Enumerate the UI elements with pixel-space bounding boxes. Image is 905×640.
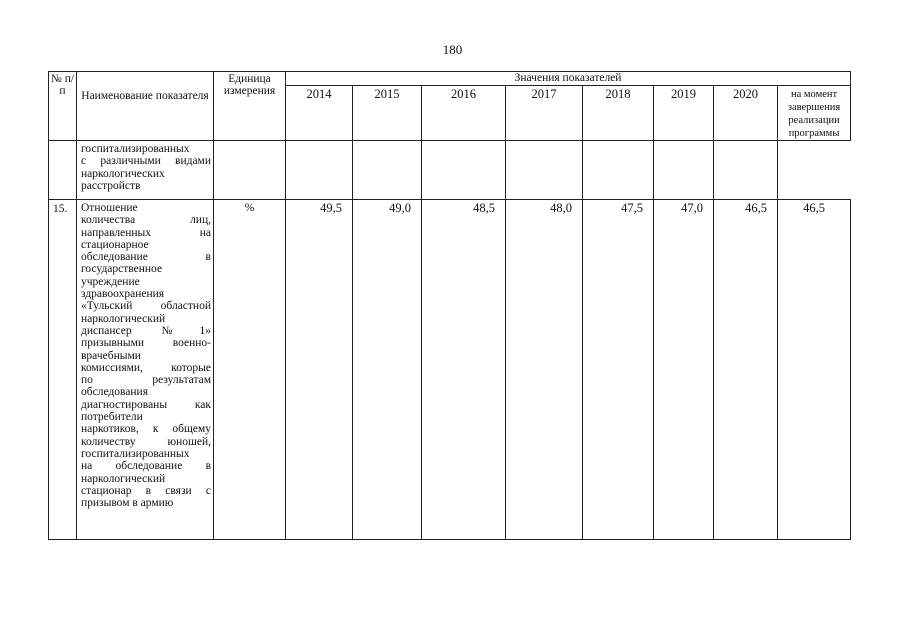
name-line: количеству юношей, [81,435,211,448]
name-line: диспансер №1» [81,324,211,337]
name-line: с различными видами [81,155,211,168]
final-value: 46,5 [778,200,851,540]
name-line: госпитализированных [81,447,190,460]
name-line: комиссиями, которые [81,361,211,374]
name-line: наркологический [81,472,166,485]
unit-cell: % [214,200,286,540]
value-2018: 47,5 [583,200,654,540]
final-value-header: на момент завершения реализации программы [778,86,851,141]
continued-num-cell [49,141,77,200]
empty-cell [422,141,506,200]
year-header-2020: 2020 [714,86,778,141]
value-2014: 49,5 [286,200,353,540]
indicator-name-cell [77,200,214,540]
empty-cell [583,141,654,200]
name-line: государственное [81,263,163,276]
name-line: обследование в [81,251,211,264]
name-line: на обследование в [81,460,211,473]
name-line: по результатам [81,374,211,387]
page-number: 180 [442,42,463,57]
unit-header: Единица измерения [214,72,286,141]
name-line: наркологических [81,167,165,180]
name-line: призывом в армию [81,497,174,510]
name-line: расстройств [81,179,141,192]
name-line: диагностированы как [81,398,211,411]
header-row-top [49,72,851,86]
name-line: наркологический [81,312,166,325]
empty-cell [353,141,422,200]
empty-cell [654,141,714,200]
values-group-header: Значения показателей [286,72,851,86]
year-header-2017: 2017 [506,86,583,141]
indicators-table [48,71,851,540]
name-line: направленных на [81,226,211,239]
name-line: учреждение [81,275,140,288]
value-2015: 49,0 [353,200,422,540]
name-line: стационарное [81,238,149,251]
value-2020: 46,5 [714,200,778,540]
num-header: № п/п [49,72,77,141]
name-line: здравоохранения [81,288,165,301]
name-header: Наименование показателя [77,72,214,141]
year-header-2015: 2015 [353,86,422,141]
name-line: врачебными [81,349,141,362]
value-2019: 47,0 [654,200,714,540]
name-line: стационар в связи с [81,484,211,497]
year-header-2014: 2014 [286,86,353,141]
name-line: госпитализированных [81,143,190,155]
name-line: обследования [81,386,148,399]
value-2016: 48,5 [422,200,506,540]
year-header-2018: 2018 [583,86,654,141]
continued-name-cell [77,141,214,200]
table-row [49,141,851,200]
name-line: Отношение [81,202,138,214]
empty-cell [214,141,286,200]
name-line: «Тульский областной [81,300,211,313]
name-line: количества лиц, [81,214,211,227]
empty-cell [286,141,353,200]
year-header-2019: 2019 [654,86,714,141]
name-line: призывными военно- [81,337,211,350]
name-line: наркотиков, к общему [81,423,211,436]
empty-cell [506,141,583,200]
table-row [49,200,851,540]
year-header-2016: 2016 [422,86,506,141]
row-number: 15. [49,200,77,540]
name-line: потребители [81,411,143,424]
value-2017: 48,0 [506,200,583,540]
empty-cell [714,141,778,200]
